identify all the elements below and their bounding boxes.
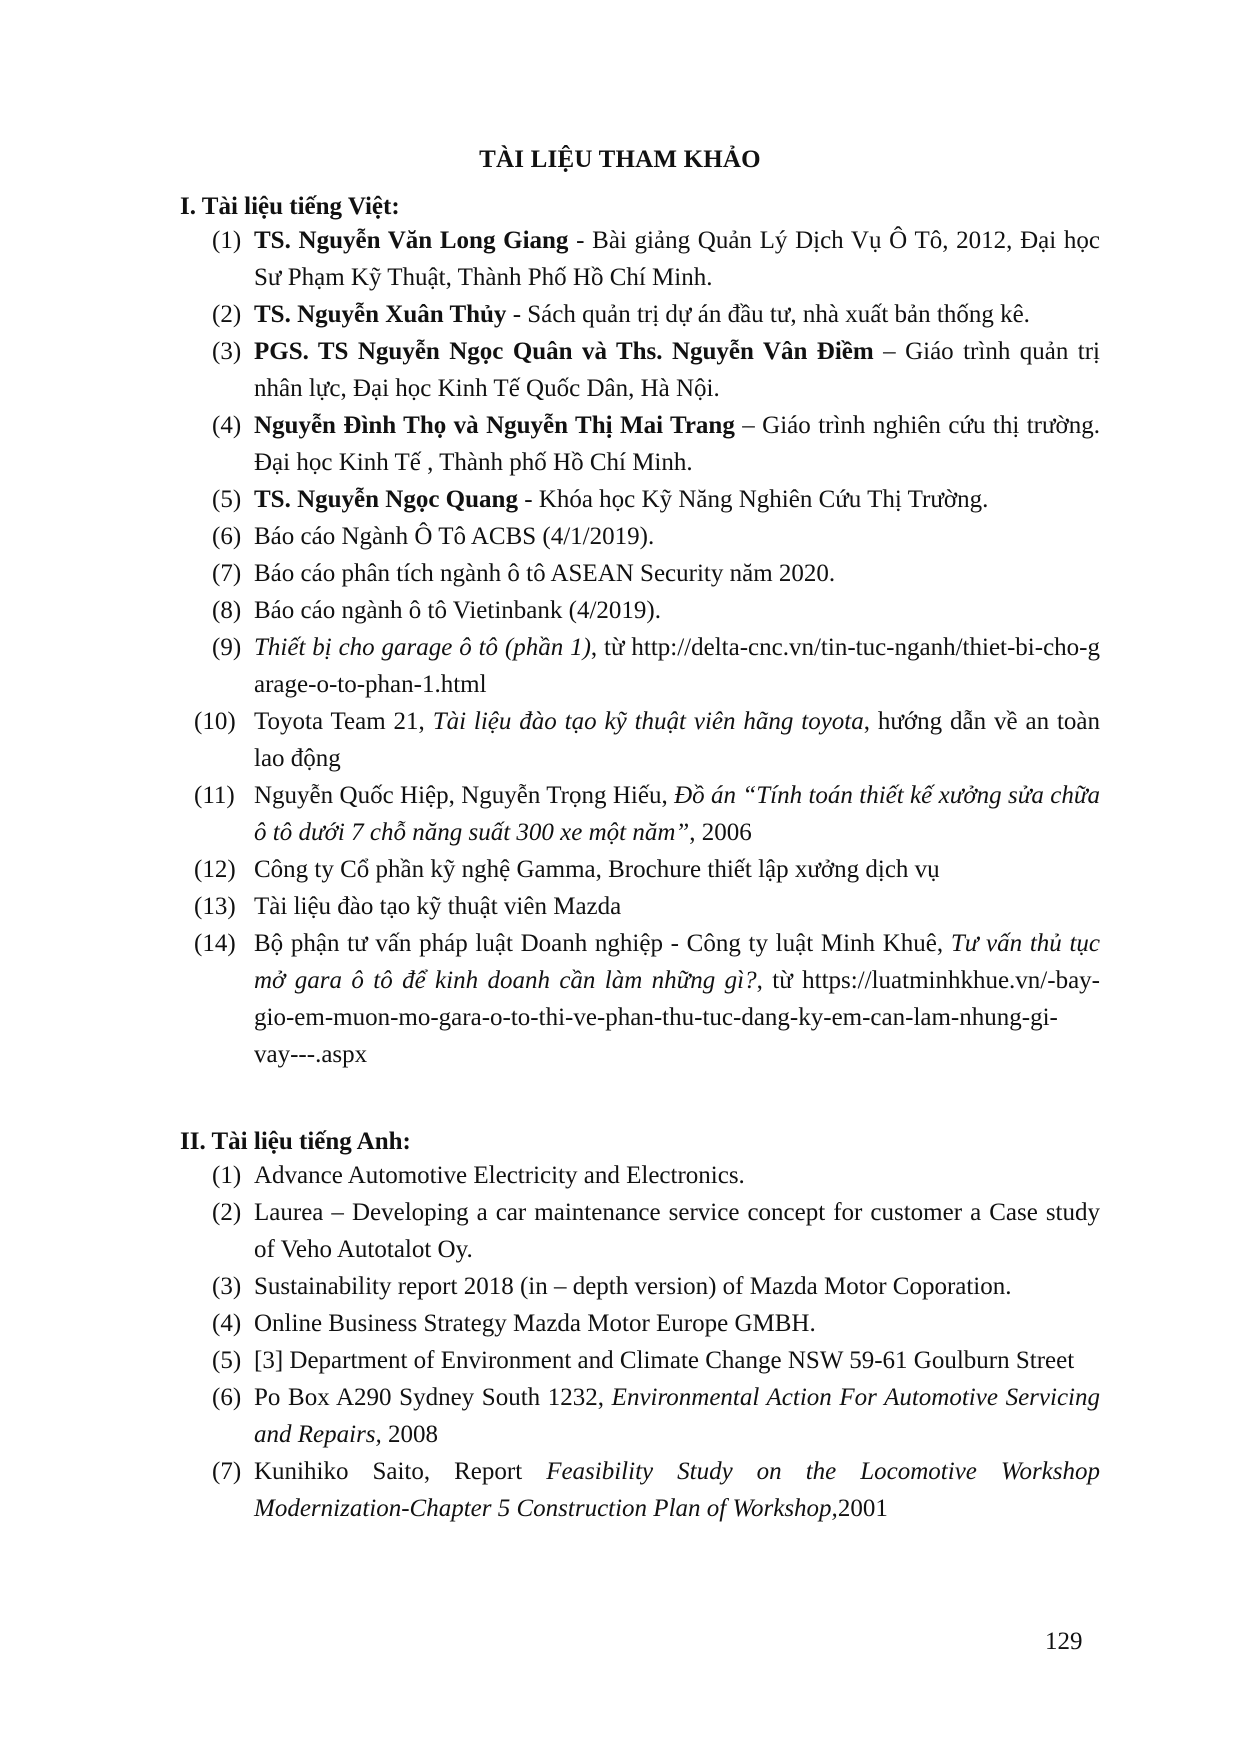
reference-text: - Bài giảng Quản Lý Dịch Vụ Ô Tô, 2012, Đại học Sư Phạm Kỹ Thuật, Thành Phố Hồ Chí Minh. [254,227,1100,291]
reference-author: PGS. TS Nguyễn Ngọc Quân và Ths. Nguyễn Vân Điềm [254,338,874,365]
reference-text: Báo cáo ngành ô tô Vietinbank (4/2019). [254,597,661,624]
reference-text: Tài liệu đào tạo kỹ thuật viên Mazda [254,893,622,920]
reference-text: Laurea – Developing a car maintenance service concept for customer a Case study of Veho Autotalot Oy. [254,1199,1100,1263]
reference-item [180,1342,1100,1379]
reference-number: (13) [194,893,236,920]
reference-number: (9) [212,634,242,661]
reference-text: , 2006 [689,819,752,846]
reference-title: Đồ án “Tính toán thiết kế xưởng sửa chữa ô tô dưới 7 chỗ năng suất 300 xe một năm” [254,782,1100,846]
reference-author: Nguyễn Đình Thọ và Nguyễn Thị Mai Trang [254,412,735,439]
reference-title: Tư vấn thủ tục mở gara ô tô để kinh doanh cần làm những gì? [254,930,1101,994]
reference-item [180,592,1100,629]
reference-number: (10) [194,708,236,735]
reference-text: 2001 [837,1495,888,1522]
reference-list-vietnamese [180,222,1100,1073]
reference-item [180,481,1100,518]
reference-author: TS. Nguyễn Ngọc Quang [254,486,518,513]
reference-number: (2) [212,301,242,328]
reference-item [180,1157,1100,1194]
reference-number: (7) [212,560,242,587]
reference-item [180,222,1100,296]
reference-text: Công ty Cổ phần kỹ nghệ Gamma, Brochure thiết lập xưởng dịch vụ [254,856,940,883]
reference-item [180,703,1100,777]
reference-list-english [180,1157,1100,1527]
reference-title: Feasibility Study on the Locomotive Workshop Modernization-Chapter 5 Construction Plan of Workshop, [254,1458,1100,1522]
reference-number: (4) [212,1310,242,1337]
reference-text: Online Business Strategy Mazda Motor Europe GMBH. [254,1310,816,1337]
section-heading-english: II. Tài liệu tiếng Anh: [180,1128,411,1155]
reference-item [180,888,1100,925]
reference-author: Po Box A290 Sydney South 1232, [254,1384,612,1411]
reference-author: TS. Nguyễn Xuân Thủy [254,301,507,328]
reference-number: (4) [212,412,242,439]
reference-text: , từ http://delta-cnc.vn/tin-tuc-nganh/thiet-bi-cho-garage-o-to-phan-1.html [254,634,1101,698]
reference-item [180,629,1100,703]
page-number: 129 [1045,1628,1083,1655]
reference-number: (14) [194,930,236,957]
reference-author: Kunihiko Saito, Report [254,1458,547,1485]
reference-text: [3] Department of Environment and Climate Change NSW 59-61 Goulburn Street [254,1347,1075,1374]
reference-text: 2008 [381,1421,439,1448]
reference-number: (8) [212,597,242,624]
reference-number: (6) [212,523,242,550]
reference-item [180,1194,1100,1268]
reference-item [180,925,1100,1073]
reference-item [180,407,1100,481]
reference-text: Sustainability report 2018 (in – depth version) of Mazda Motor Coporation. [254,1273,1012,1300]
reference-text: – Giáo trình nghiên cứu thị trường. Đại học Kinh Tế , Thành phố Hồ Chí Minh. [254,412,1100,476]
reference-text: Báo cáo Ngành Ô Tô ACBS (4/1/2019). [254,523,655,550]
reference-text: - Khóa học Kỹ Năng Nghiên Cứu Thị Trường. [517,486,989,513]
reference-author: Bộ phận tư vấn pháp luật Doanh nghiệp - Công ty luật Minh Khuê, [254,930,951,957]
reference-author: Nguyễn Quốc Hiệp, Nguyễn Trọng Hiếu, [254,782,675,809]
reference-text: , hướng dẫn về an toàn lao động [254,708,1101,772]
reference-text: Advance Automotive Electricity and Electronics. [254,1162,745,1189]
reference-number: (5) [212,1347,242,1374]
reference-number: (1) [212,227,242,254]
reference-number: (1) [212,1162,242,1189]
reference-number: (3) [212,1273,242,1300]
reference-text: Báo cáo phân tích ngành ô tô ASEAN Security năm 2020. [254,560,836,587]
reference-number: (2) [212,1199,242,1226]
reference-number: (11) [194,782,235,809]
page-title: TÀI LIỆU THAM KHẢO [479,146,761,173]
section-heading-vietnamese: I. Tài liệu tiếng Việt: [180,193,400,220]
reference-title: Environmental Action For Automotive Servicing and Repairs, [254,1384,1100,1448]
reference-text: – Giáo trình quản trị nhân lực, Đại học Kinh Tế Quốc Dân, Hà Nội. [254,338,1100,402]
reference-item [180,777,1100,851]
reference-text: - Sách quản trị dự án đầu tư, nhà xuất bản thống kê. [506,301,1030,328]
reference-number: (7) [212,1458,242,1485]
reference-item [180,1379,1100,1453]
reference-item [180,1268,1100,1305]
reference-item [180,851,1100,888]
reference-text: , từ https://luatminhkhue.vn/-bay-gio-em-muon-mo-gara-o-to-thi-ve-phan-thu-tuc-dang-ky-em-can-lam-nhung-gi-vay---.aspx [254,967,1100,1068]
reference-author: TS. Nguyễn Văn Long Giang [254,227,569,254]
reference-item [180,296,1100,333]
reference-title: Thiết bị cho garage ô tô (phần 1) [254,634,591,661]
reference-item [180,333,1100,407]
reference-title: Tài liệu đào tạo kỹ thuật viên hãng toyota [432,708,864,735]
reference-item [180,1453,1100,1527]
reference-author: Toyota Team 21, [254,708,433,735]
reference-number: (3) [212,338,242,365]
reference-item [180,1305,1100,1342]
reference-item [180,555,1100,592]
reference-number: (6) [212,1384,242,1411]
reference-number: (12) [194,856,236,883]
reference-number: (5) [212,486,242,513]
reference-item [180,518,1100,555]
